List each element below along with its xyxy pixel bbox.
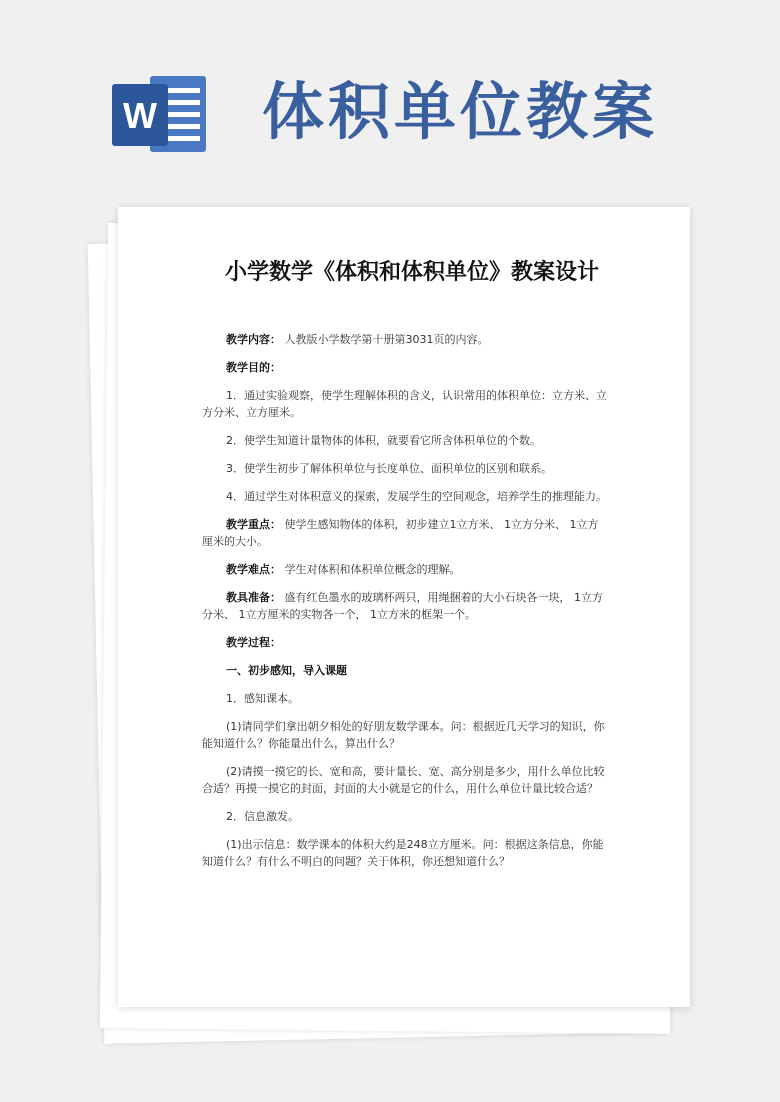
paragraph <box>202 432 608 449</box>
paragraph-label: 教具准备： <box>226 591 281 604</box>
paragraph <box>202 589 608 623</box>
svg-text:W: W <box>123 95 157 136</box>
word-logo-icon <box>112 70 208 158</box>
paragraph <box>202 359 608 376</box>
paragraph <box>202 662 608 679</box>
paragraph-label: 一、初步感知，导入课题 <box>226 664 347 677</box>
paragraph <box>202 561 608 578</box>
paragraph <box>202 516 608 550</box>
paragraph-text: 4．通过学生对体积意义的探索，发展学生的空间观念，培养学生的推理能力。 <box>226 490 607 503</box>
paragraph <box>202 690 608 707</box>
paragraph <box>202 808 608 825</box>
paragraph-text: 人教版小学数学第十册第3031页的内容。 <box>281 333 489 346</box>
paragraph-label: 教学目的： <box>226 361 281 374</box>
paragraph <box>202 331 608 348</box>
document-title: 小学数学《体积和体积单位》教案设计 <box>224 260 599 285</box>
paragraph-text: 2．信息激发。 <box>226 810 299 823</box>
paragraph-label: 教学内容： <box>226 333 281 346</box>
paragraph <box>202 763 608 797</box>
paragraph-text: 2．使学生知道计量物体的体积，就要看它所含体积单位的个数。 <box>226 434 541 447</box>
paragraph-text: (1)请同学们拿出朝夕相处的好朋友数学课本。问：根据近几天学习的知识，你能知道什么？你能量出什么，算出什么？ <box>202 720 605 750</box>
page-title: 体积单位教案 <box>262 75 659 148</box>
paragraph <box>202 718 608 752</box>
paragraph-text: 3．使学生初步了解体积单位与长度单位、面积单位的区别和联系。 <box>226 462 552 475</box>
paragraph <box>202 387 608 421</box>
paragraph-label: 教学难点： <box>226 563 281 576</box>
paragraph-text: (1)出示信息：数学课本的体积大约是248立方厘米。问：根据这条信息，你能知道什么？有什么不明白的问题？关于体积，你还想知道什么？ <box>202 838 604 868</box>
paragraph-text: 盛有红色墨水的玻璃杯两只，用绳捆着的大小石块各一块， 1立方分米、 1立方厘米的实物各一个， 1立方米的框架一个。 <box>202 591 603 621</box>
paragraph-text: 1．感知课本。 <box>226 692 299 705</box>
paragraph <box>202 634 608 651</box>
paragraph-text: 1．通过实验观察，使学生理解体积的含义，认识常用的体积单位：立方米、立方分米、立方厘米。 <box>202 389 607 419</box>
document-page <box>118 207 690 1007</box>
paragraph-text: (2)请摸一摸它的长、宽和高，要计量长、宽、高分别是多少，用什么单位比较合适？再摸一摸它的封面，封面的大小就是它的什么，用什么单位计量比较合适？ <box>202 765 605 795</box>
paragraph-text: 使学生感知物体的体积，初步建立1立方米、 1立方分米、 1立方厘米的大小。 <box>202 518 599 548</box>
paragraph-label: 教学重点： <box>226 518 281 531</box>
paragraph <box>202 488 608 505</box>
document-body <box>202 331 608 881</box>
paragraph <box>202 836 608 870</box>
paragraph-text: 学生对体积和体积单位概念的理解。 <box>281 563 461 576</box>
paragraph <box>202 460 608 477</box>
paragraph-label: 教学过程： <box>226 636 281 649</box>
